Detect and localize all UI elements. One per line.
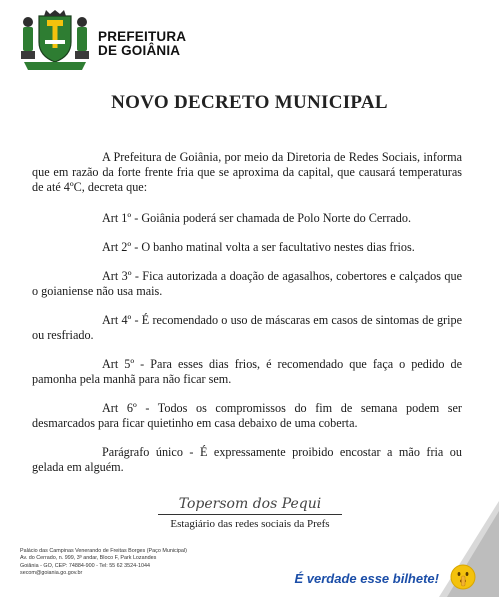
address-line-1: Palácio das Campinas Venerando de Freitas Borges (Paço Municipal) <box>20 548 187 554</box>
signature-line <box>158 514 342 515</box>
shushing-face-icon <box>449 563 477 591</box>
sole-paragraph: Parágrafo único - É expressamente proibido encostar a mão fria ou gelada em alguém. <box>32 445 462 474</box>
article-5: Art 5º - Para esses dias frios, é recomendado que faça o pedido de pamonha pela manhã para não ficar sem. <box>32 357 462 386</box>
footer-email: secom@goiania.go.gov.br <box>20 570 83 577</box>
signature-block <box>150 496 350 530</box>
brand-line-2: DE GOIÂNIA <box>98 43 181 58</box>
footer-tagline: É verdade esse bilhete! <box>294 571 439 586</box>
signature: Topersom dos Pequi <box>178 496 322 512</box>
city-crest-icon <box>16 10 94 76</box>
decree-body <box>32 150 462 489</box>
header <box>16 10 316 76</box>
brand-line-1: PREFEITURA <box>98 29 187 44</box>
signature-role: Estagiário das redes sociais da Prefs <box>170 518 330 530</box>
article-2: Art 2º - O banho matinal volta a ser facultativo nestes dias frios. <box>102 240 415 254</box>
footer-address <box>20 548 187 578</box>
article-3: Art 3º - Fica autorizada a doação de agasalhos, cobertores e calçados que o goianiense não usa mais. <box>32 269 462 298</box>
address-line-3: Goiânia - GO, CEP: 74884-900 - Tel: 55 62 3524-1044 <box>20 562 150 569</box>
address-line-2: Av. do Cerrado, n. 999, 3º andar, Bloco F, Park Lozandes <box>20 555 157 562</box>
brand-name <box>98 30 186 58</box>
article-1: Art 1º - Goiânia poderá ser chamada de Polo Norte do Cerrado. <box>102 211 412 225</box>
intro-paragraph: A Prefeitura de Goiânia, por meio da Diretoria de Redes Sociais, informa que em razão da forte frente fria que se aproxima da capital, que causará temperaturas de até 4ºC, decreta que: <box>32 150 462 194</box>
article-6: Art 6º - Todos os compromissos do fim de semana podem ser desmarcados para ficar quietinho em casa debaixo de uma coberta. <box>32 401 462 430</box>
article-4: Art 4º - É recomendado o uso de máscaras em casos de sintomas de gripe ou resfriado. <box>32 313 462 342</box>
page-title: NOVO DECRETO MUNICIPAL <box>111 92 388 113</box>
